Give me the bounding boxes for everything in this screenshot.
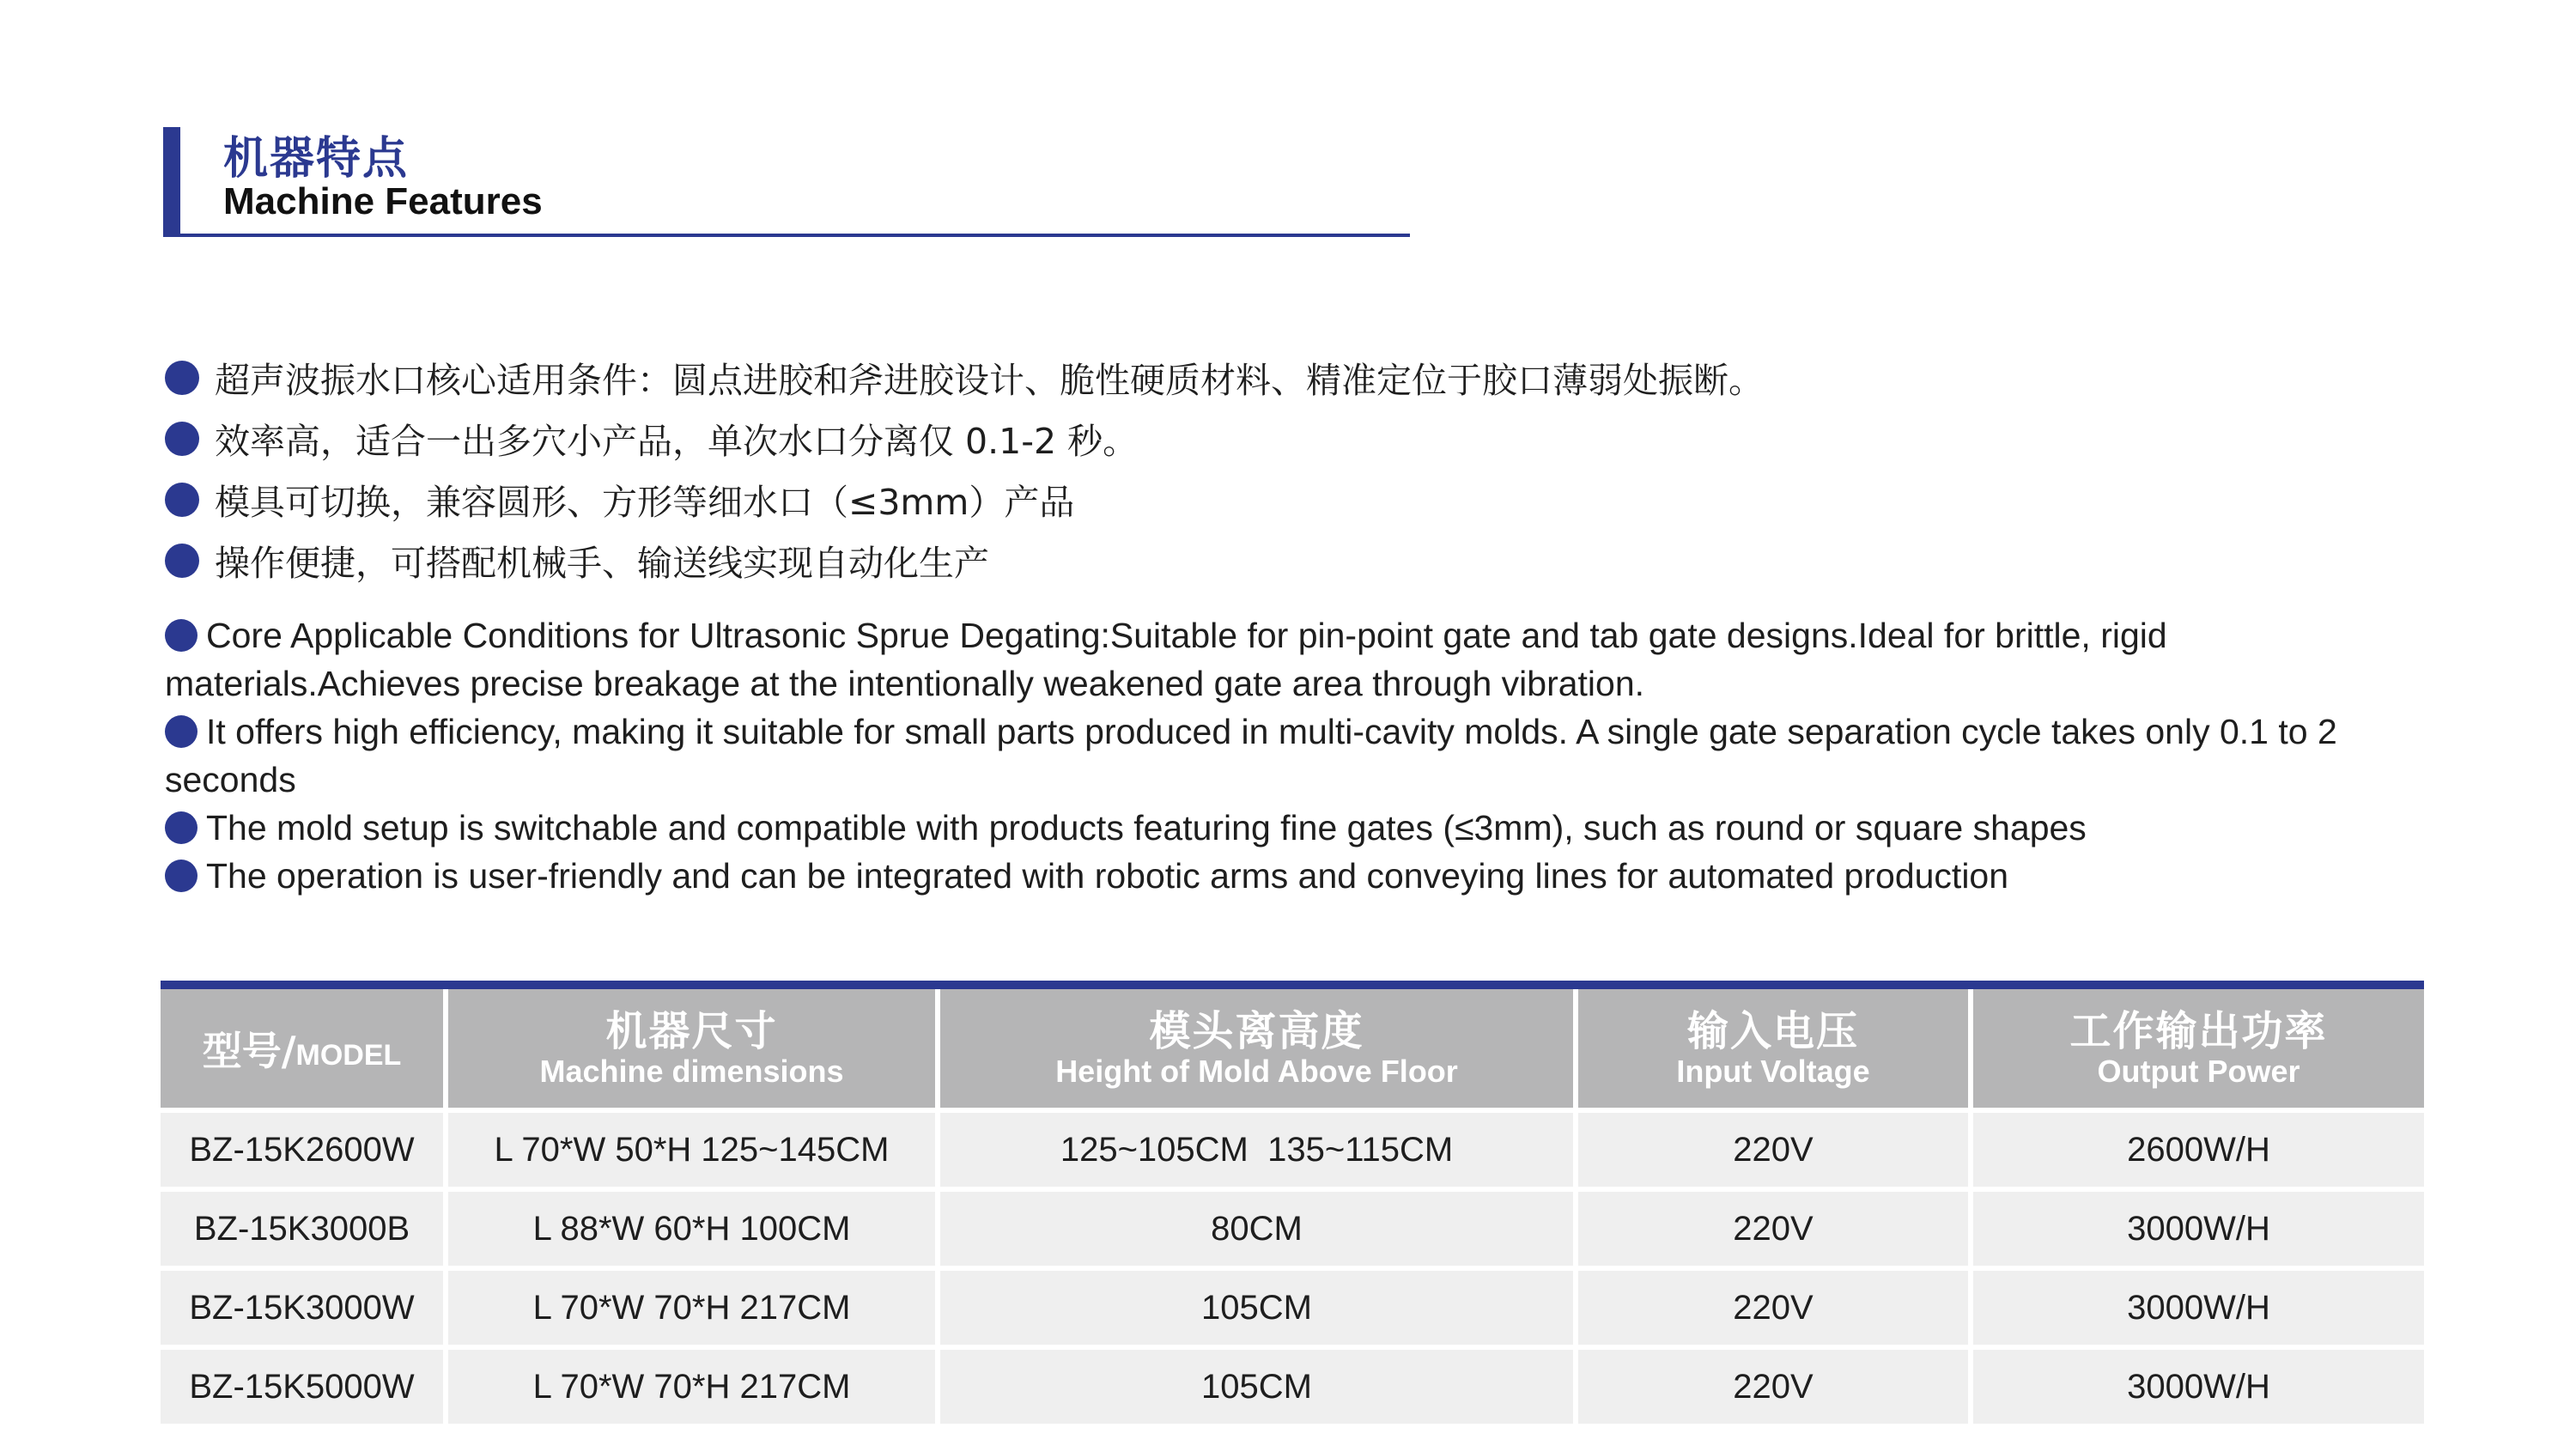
cell-model: BZ-15K2600W [161,1110,446,1189]
features-en-list [165,611,2449,900]
page-title-en: Machine Features [223,180,543,222]
cell-power: 2600W/H [1971,1110,2424,1189]
column-header-dimensions [446,989,938,1110]
table-row [161,1189,2424,1268]
cell-power: 3000W/H [1971,1347,2424,1426]
list-item [165,469,1764,530]
table-row [161,1268,2424,1347]
feature-en-text: Core Applicable Conditions for Ultrasonic Sprue Degating:Suitable for pin-point gate and tab gate designs.Ideal for brittle, rigid materials.Achieves precise breakage at the intentionally weakened gate area through vibration. [165,616,2167,703]
cell-dimensions: L 88*W 60*H 100CM [446,1189,938,1268]
list-item [165,852,2449,900]
list-item [165,804,2449,852]
table-top-rule [161,981,2424,989]
column-header-cn: 模头离高度 [1149,1007,1364,1055]
table-row [161,1347,2424,1426]
bullet-dot-icon [165,619,197,652]
table-row [161,1110,2424,1189]
cell-voltage: 220V [1576,1268,1971,1347]
column-header-cn: 输入电压 [1686,1007,1859,1055]
column-header-en: Height of Mold Above Floor [1055,1054,1458,1089]
feature-cn-text: 超声波振水口核心适用条件：圆点进胶和斧进胶设计、脆性硬质材料、精准定位于胶口薄弱处振断。 [215,360,1764,401]
feature-cn-text: 操作便捷，可搭配机械手、输送线实现自动化生产 [215,543,989,584]
column-header-power [1971,989,2424,1110]
list-item [165,611,2449,708]
cell-mold-height: 125~105CM 135~115CM [938,1110,1576,1189]
column-header-en: Output Power [2097,1054,2300,1089]
list-item [165,708,2449,804]
column-header-model [161,989,446,1110]
features-cn-list [165,347,1764,591]
cell-mold-height: 80CM [938,1189,1576,1268]
bullet-dot-icon [165,811,197,844]
cell-voltage: 220V [1576,1110,1971,1189]
cell-power: 3000W/H [1971,1189,2424,1268]
cell-model: BZ-15K3000W [161,1268,446,1347]
cell-power: 3000W/H [1971,1268,2424,1347]
bullet-dot-icon [165,361,199,395]
header-underline [163,234,1410,237]
cell-voltage: 220V [1576,1189,1971,1268]
list-item [165,347,1764,408]
feature-cn-text: 模具可切换，兼容圆形、方形等细水口（≤3mm）产品 [215,482,1075,523]
page-title-cn: 机器特点 [223,133,410,185]
column-header-en: MODEL [295,1039,402,1072]
column-header-voltage [1576,989,1971,1110]
column-header-cn: 型号/ [202,1028,296,1074]
cell-dimensions: L 70*W 70*H 217CM [446,1347,938,1426]
cell-dimensions: L 70*W 50*H 125~145CM [446,1110,938,1189]
list-item [165,530,1764,591]
column-header-en: Machine dimensions [539,1054,844,1089]
header-accent-bar [163,127,180,237]
table-header-row [161,989,2424,1110]
bullet-dot-icon [165,860,197,892]
column-header-cn: 工作输出功率 [2069,1007,2328,1055]
feature-en-text: The operation is user-friendly and can be integrated with robotic arms and conveying lines for automated production [206,856,2009,896]
list-item [165,408,1764,469]
spec-table-container [161,981,2424,1429]
bullet-dot-icon [165,715,197,748]
spec-table [161,989,2424,1429]
bullet-dot-icon [165,422,199,456]
column-header-en: Input Voltage [1676,1054,1870,1089]
cell-mold-height: 105CM [938,1347,1576,1426]
column-header-mold-height [938,989,1576,1110]
column-header-cn: 机器尺寸 [605,1007,778,1055]
cell-dimensions: L 70*W 70*H 217CM [446,1268,938,1347]
section-header [163,127,1410,237]
cell-mold-height: 105CM [938,1268,1576,1347]
cell-voltage: 220V [1576,1347,1971,1426]
feature-en-text: It offers high efficiency, making it suitable for small parts produced in multi-cavity molds. A single gate separation cycle takes only 0.1 to 2 seconds [165,712,2337,799]
feature-en-text: The mold setup is switchable and compatible with products featuring fine gates (≤3mm), such as round or square shapes [206,808,2087,848]
cell-model: BZ-15K5000W [161,1347,446,1426]
feature-cn-text: 效率高，适合一出多穴小产品，单次水口分离仅 0.1-2 秒。 [215,421,1139,462]
bullet-dot-icon [165,544,199,578]
cell-model: BZ-15K3000B [161,1189,446,1268]
bullet-dot-icon [165,483,199,517]
